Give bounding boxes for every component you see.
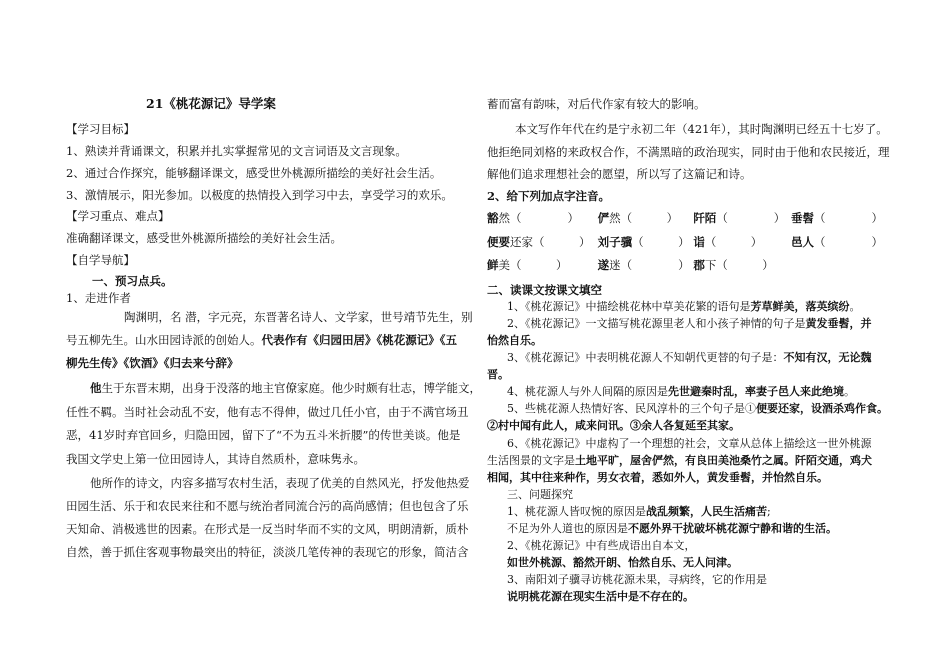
q5-answer: 便要还家，设酒杀鸡作食。 <box>756 402 888 415</box>
e1-answer: 战乱频繁，人民生活痛苦 <box>646 505 767 518</box>
author-header: 1、走进作者 <box>66 291 131 305</box>
page-title: 21《桃花源记》导学案 <box>146 96 276 111</box>
inquiry-q3: 3、南阳刘子骥寻访桃花源未果，寻病终，它的作用是 <box>507 573 767 586</box>
e1-end: ; <box>767 505 771 518</box>
continuation-line: 蓄而富有韵味，对后代作家有较大的影响。 <box>487 97 706 111</box>
q4-end: 。 <box>844 385 855 398</box>
pinyin-word: 垂髫 <box>790 211 814 225</box>
inquiry-q3-answer: 说明桃花源在现实生活中是不存在的。 <box>507 590 694 603</box>
e2-answer: 不愿外界干扰破坏桃花源宁静和谐的生活。 <box>628 522 837 535</box>
pinyin-item <box>693 235 787 249</box>
pinyin-row-1 <box>487 211 883 225</box>
goal-3: 3、激情展示，阳光参加。以极度的热情投入到学习中去，享受学习的欢乐。 <box>66 188 453 202</box>
bio-first-char: 他 <box>90 381 102 395</box>
inquiry-q1 <box>507 505 771 519</box>
pinyin-header: 2、给下列加点字注音。 <box>487 189 611 203</box>
fill-q6-line2 <box>487 454 872 468</box>
pinyin-blank: 迷（ ） <box>609 258 690 272</box>
q3-answer: 不知有汉，无论魏 <box>783 351 872 364</box>
pinyin-word: 俨 <box>597 211 610 225</box>
works-text-a: 代表作有《归园田居》《桃花源记》《五 <box>261 333 457 347</box>
background-line-1: 本文写作年代在约是宁永初二年（421年），其时陶渊明已经五十七岁了。 <box>515 122 888 136</box>
q1-answer: 芳草鲜美，落英缤纷 <box>750 300 850 313</box>
pinyin-row-3 <box>487 258 774 272</box>
poetry-line-2: 田园生活、乐于和农民来往和不愿与统治者同流合污的高尚感情；但也包含了乐 <box>66 499 469 513</box>
pinyin-blank: 还家（ ） <box>510 235 591 249</box>
pinyin-blank: 下（ ） <box>704 258 774 272</box>
pinyin-item <box>791 211 883 225</box>
pinyin-item <box>693 211 787 225</box>
q4-answer: 先世避秦时乱，率妻子邑人来此绝境 <box>668 385 844 398</box>
pinyin-blank: （ ） <box>704 235 763 249</box>
fill-q5 <box>507 402 888 416</box>
nav-header: 【自学导航】 <box>66 253 135 267</box>
poetry-line-1: 他所作的诗文，内容多描写农村生活，表现了优美的自然风光，抒发他热爱 <box>90 476 470 490</box>
bio-text: 生于东晋末期，出身于没落的地主官僚家庭。他少时颇有壮志，博学能文， <box>101 381 481 395</box>
pinyin-row-2 <box>487 235 883 249</box>
goals-header: 【学习目标】 <box>66 122 135 136</box>
pinyin-item <box>487 258 594 272</box>
fill-q2 <box>507 317 872 331</box>
pinyin-blank: 然（ ） <box>498 211 579 225</box>
inquiry-q2: 2、《桃花源记》中有些成语出自本文， <box>507 539 696 552</box>
q6-prompt: 生活图景的文字是 <box>487 454 575 467</box>
pinyin-word: 郡 <box>693 258 705 272</box>
pinyin-word: 诣 <box>693 235 705 249</box>
pinyin-word: 阡陌 <box>693 211 717 225</box>
pinyin-word: 便要 <box>487 235 510 249</box>
q2-prompt: 2、《桃花源记》一文描写桃花源里老人和小孩子神情的句子是 <box>507 317 806 330</box>
key-header: 【学习重点、难点】 <box>66 209 170 223</box>
bio-line-2: 任性不羁。当时社会动乱不安，他有志不得伸，做过几任小官，由于不满官场丑 <box>66 405 469 419</box>
pinyin-word: 刘子骥 <box>597 235 633 249</box>
background-line-3: 解他们追求理想社会的愿望，所以写了这篇记和诗。 <box>487 167 752 181</box>
pinyin-blank: 美（ ） <box>498 258 568 272</box>
pinyin-blank: （ ） <box>813 235 883 249</box>
pinyin-blank: （ ） <box>716 211 786 225</box>
pinyin-blank: （ ） <box>632 235 690 249</box>
q6-answer: 土地平旷，屋舍俨然，有良田美池桑竹之属。阡陌交通，鸡犬 <box>575 454 872 467</box>
pinyin-item <box>598 258 690 272</box>
q6-answer-cont: 相闻，其中往来种作，男女衣着，悉如外人，黄发垂髫，并怡然自乐。 <box>487 471 828 484</box>
inquiry-q1b <box>507 522 837 536</box>
fill-q4 <box>507 385 855 399</box>
q5-prompt: 5、些桃花源人热情好客、民风淳朴的三个句子是① <box>507 402 756 415</box>
author-line-2 <box>66 333 457 347</box>
goal-1: 1、熟读并背诵课文，积累并扎实掌握常见的文言词语及文言现象。 <box>66 144 407 158</box>
fill-q6: 6、《桃花源记》中虚构了一个理想的社会，文章从总体上描绘这一世外桃源 <box>507 437 872 450</box>
preview-heading: 一、预习点兵。 <box>92 274 173 288</box>
poetry-line-3: 天知命、消极逃世的因素。在形式是一反当时华而不实的文风，明朗清新，质朴 <box>66 522 469 536</box>
pinyin-item <box>693 258 774 272</box>
q3-answer-cont: 晋。 <box>487 368 509 381</box>
q5-answer-cont: ②村中闻有此人，咸来问讯。③余人各复延至其家。 <box>487 419 740 432</box>
author-text: 号五柳先生。山水田园诗派的创始人。 <box>66 333 262 347</box>
fill-q1 <box>507 300 861 314</box>
fill-q3 <box>507 351 872 365</box>
q4-prompt: 4、桃花源人与外人间隔的原因是 <box>507 385 668 398</box>
poetry-line-4: 自然，善于抓住客观事物最突出的特征，淡淡几笔传神的表现它的形象，简洁含 <box>66 545 469 559</box>
pinyin-word: 遂 <box>597 258 610 272</box>
pinyin-blank: （ ） <box>813 211 883 225</box>
pinyin-item <box>487 235 594 249</box>
q1-end: 。 <box>849 300 861 313</box>
q1-prompt: 1、《桃花源记》中描绘桃花林中草美花繁的语句是 <box>507 300 751 313</box>
works-text-b: 柳先生传》《饮酒》《归去来兮辞》 <box>66 356 239 370</box>
e2-prompt: 不足为外人道也的原因是 <box>507 522 628 535</box>
pinyin-item <box>791 235 883 249</box>
q3-prompt: 3、《桃花源记》中表明桃花源人不知朝代更替的句子是： <box>507 351 784 364</box>
author-line-1: 陶渊明，名 潜，字元亮，东晋著名诗人、文学家，世号靖节先生，别 <box>124 310 473 324</box>
bio-line-1 <box>90 381 481 395</box>
key-text: 准确翻译课文，感受世外桃源所描绘的美好社会生活。 <box>66 231 342 245</box>
pinyin-item <box>598 211 690 225</box>
pinyin-item <box>487 211 594 225</box>
bio-line-3: 恶，41岁时弃官回乡，归隐田园，留下了“不为五斗米折腰”的传世美谈。他是 <box>66 428 461 442</box>
goal-2: 2、通过合作探究，能够翻译课文，感受世外桃源所描绘的美好社会生活。 <box>66 166 442 180</box>
pinyin-word: 鲜 <box>487 258 499 272</box>
pinyin-word: 豁 <box>487 211 499 225</box>
bio-line-4: 我国文学史上第一位田园诗人，其诗自然质朴，意味隽永。 <box>66 452 365 466</box>
inquiry-q2-answer: 如世外桃源、豁然开朗、怡然自乐、无人问津。 <box>507 556 738 569</box>
e1-prompt: 1、桃花源人皆叹惋的原因是 <box>507 505 646 518</box>
pinyin-word: 邑人 <box>790 235 814 249</box>
pinyin-blank: 然（ ） <box>609 211 679 225</box>
q2-answer: 黄发垂髫，并 <box>805 317 872 330</box>
inquiry-header: 三、问题探究 <box>507 488 573 501</box>
pinyin-item <box>598 235 690 249</box>
background-line-2: 他拒绝同刘格的来政权合作，不满黑暗的政治现实，同时由于他和农民接近，理 <box>487 145 890 159</box>
q2-answer-cont: 怡然自乐。 <box>487 334 542 347</box>
fill-header: 二、读课文按课文填空 <box>487 283 602 297</box>
